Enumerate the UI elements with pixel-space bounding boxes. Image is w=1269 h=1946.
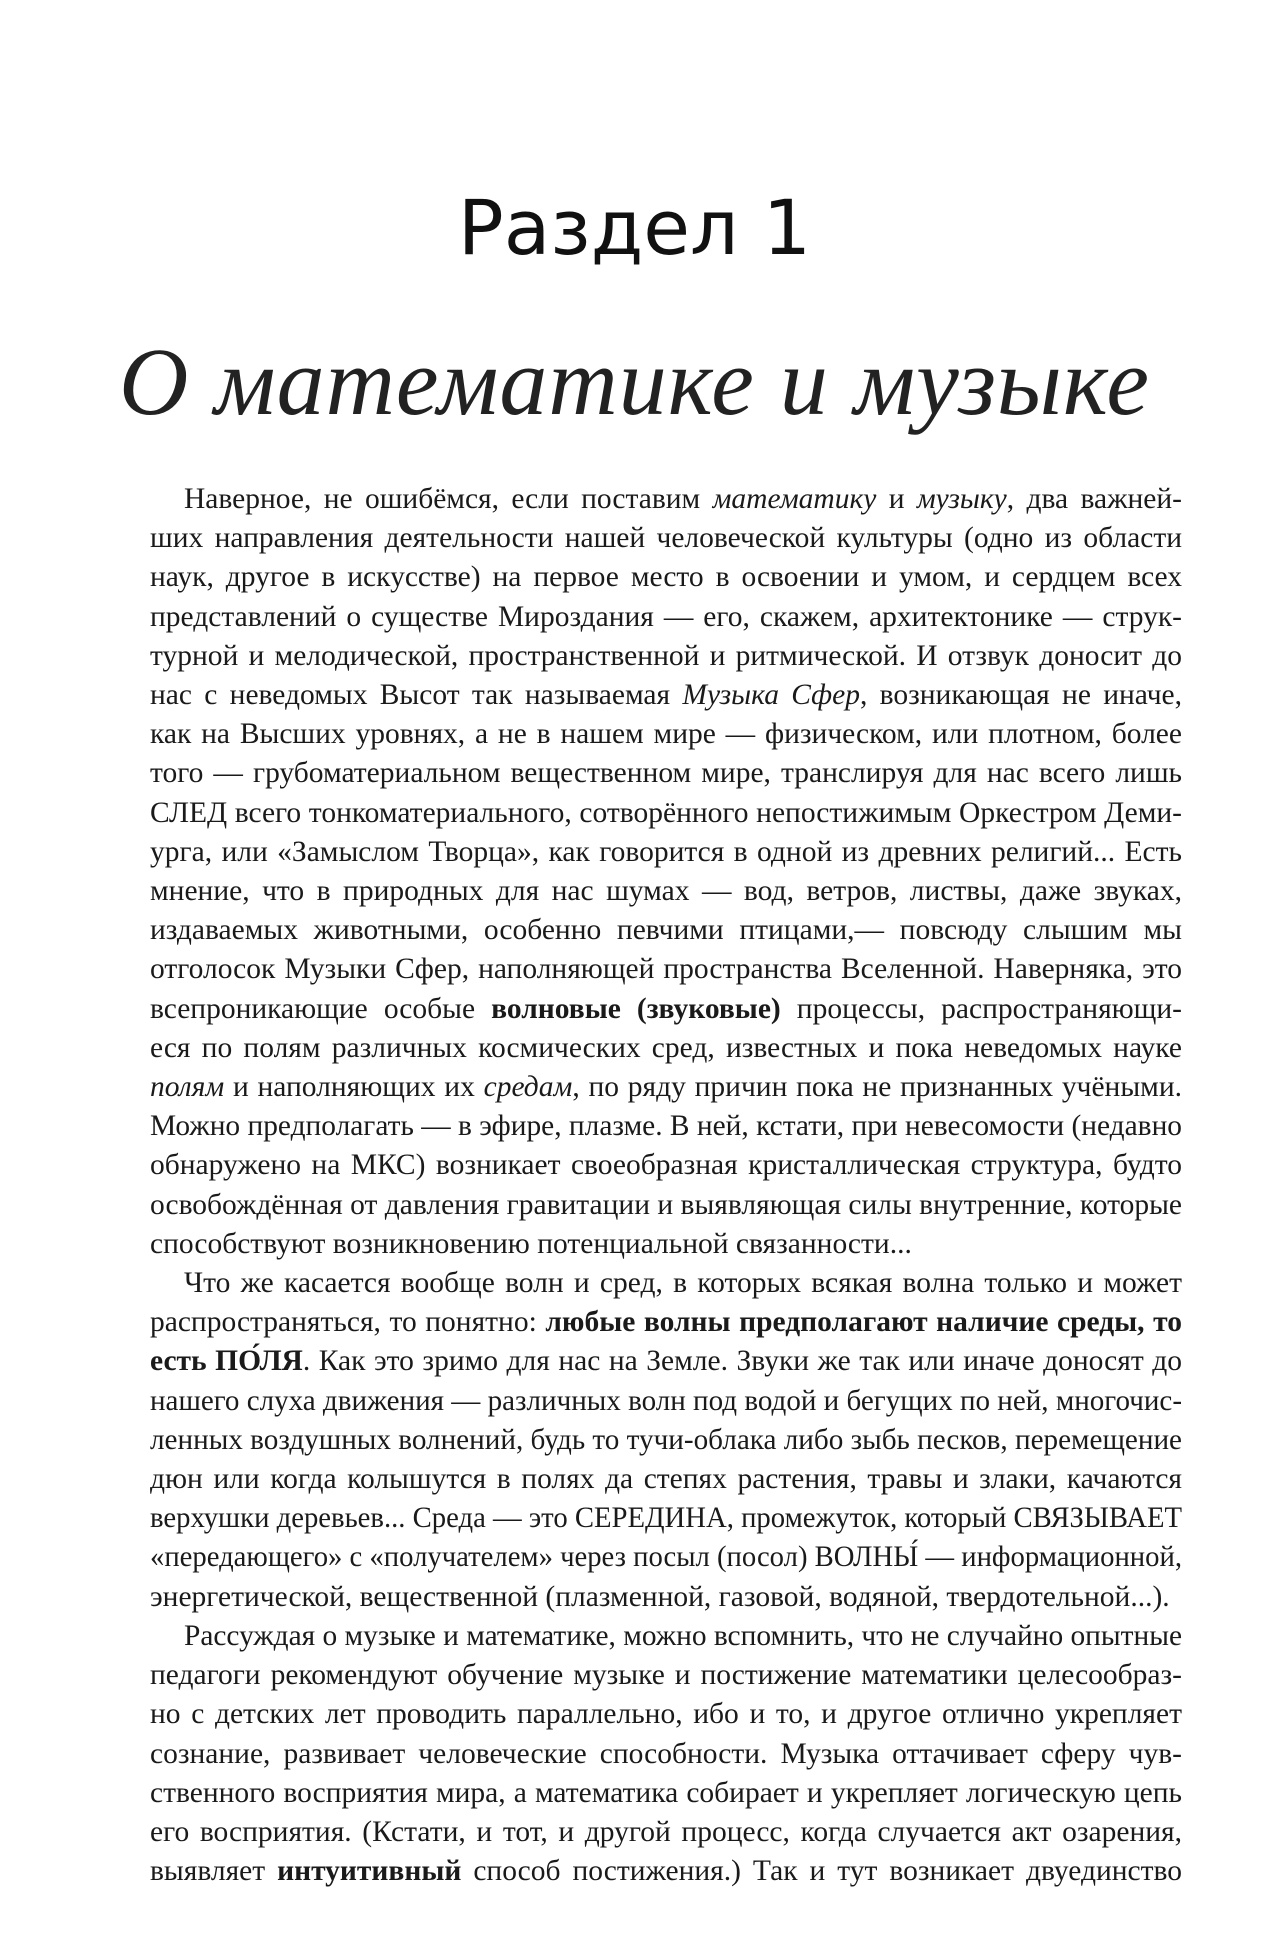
text-run: и xyxy=(876,483,917,515)
text-run: «передающего» с «получателем» через посыл (посол) ВОЛНЫ́ — информационной, xyxy=(150,1541,1182,1574)
text-line-content xyxy=(150,1852,1182,1891)
text-line-content xyxy=(150,519,1182,558)
text-line-content xyxy=(150,1225,912,1264)
text-line-content xyxy=(150,676,1182,715)
text-run: урга, или «Замыслом Творца», как говорится в одной из древних религий... Есть xyxy=(150,835,1182,868)
text-run: как на Высших уровнях, а не в нашем мире — физическом, или плотном, более xyxy=(150,718,1182,751)
italic-text: полям xyxy=(150,1071,225,1104)
text-run: , возникающая не иначе, xyxy=(859,679,1183,712)
text-line xyxy=(150,676,1182,715)
bold-text: любые волны предполагают наличие среды, то xyxy=(545,1306,1182,1339)
text-run: и наполняющих их xyxy=(224,1071,484,1104)
text-line xyxy=(150,1303,1182,1342)
text-line-content xyxy=(150,1068,1182,1107)
text-line-content xyxy=(150,794,1182,833)
text-run: освобождённая от давления гравитации и выявляющая силы внутренние, которые xyxy=(150,1188,1182,1221)
text-run: нашего слуха движения — различных волн под водой и бегущих по ней, многочис- xyxy=(150,1384,1182,1417)
text-line-content xyxy=(184,1264,1182,1303)
bold-text: волновые (звуковые) xyxy=(491,992,781,1025)
text-run: нас с неведомых Высот так называемая xyxy=(150,679,683,712)
text-line-content xyxy=(150,1813,1182,1852)
text-line xyxy=(150,637,1182,676)
text-line-content xyxy=(150,1029,1182,1068)
text-line-content xyxy=(150,1342,1182,1381)
text-run: наук, другое в искусстве) на первое место в освоении и умом, и сердцем всех xyxy=(150,561,1182,594)
paragraph xyxy=(150,1264,1182,1617)
text-line xyxy=(150,1656,1182,1695)
text-line xyxy=(150,558,1182,597)
text-run: , два важней- xyxy=(1006,483,1182,515)
text-run: но с детских лет проводить параллельно, ибо и то, и другое отлично укрепляет xyxy=(150,1698,1182,1731)
text-line-content xyxy=(184,1617,1182,1656)
text-line xyxy=(150,950,1182,989)
italic-text: математику xyxy=(712,483,877,515)
bold-text: интуитивный xyxy=(277,1855,462,1888)
text-line xyxy=(150,1774,1182,1813)
body-text xyxy=(150,480,1182,1891)
text-line xyxy=(150,794,1182,833)
text-line xyxy=(150,833,1182,872)
text-run: ственного восприятия мира, а математика собирает и укрепляет логическую цепь xyxy=(150,1776,1182,1809)
text-line-content xyxy=(150,1538,1182,1577)
text-line xyxy=(150,1382,1182,1421)
text-line xyxy=(150,519,1182,558)
text-line-content xyxy=(150,1695,1182,1734)
text-line-content xyxy=(150,715,1182,754)
text-run: выявляет xyxy=(150,1855,278,1888)
section-title: Раздел 1 xyxy=(457,183,812,272)
text-line xyxy=(150,1264,1182,1303)
text-run: ленных воздушных волнений, будь то тучи-облака либо зыбь песков, перемещение xyxy=(150,1423,1182,1456)
text-line-content xyxy=(150,1774,1182,1813)
italic-text: музыку xyxy=(916,483,1007,515)
text-line xyxy=(150,1421,1182,1460)
text-line-content xyxy=(150,1146,1182,1185)
text-line xyxy=(150,1029,1182,1068)
italic-text: средам xyxy=(483,1071,573,1104)
text-line xyxy=(150,911,1182,950)
text-line-content xyxy=(150,1107,1182,1146)
text-run: представлений о существе Мироздания — его, скажем, архитектонике — струк- xyxy=(150,600,1182,633)
section-subtitle: О математике и музыке xyxy=(118,328,1151,435)
text-line xyxy=(150,1225,1182,1264)
text-run: способ постижения.) Так и тут возникает двуединство xyxy=(461,1855,1182,1888)
paragraph xyxy=(150,1617,1182,1891)
text-line xyxy=(150,1186,1182,1225)
text-line-content xyxy=(184,480,1182,519)
text-line xyxy=(150,1460,1182,1499)
text-line-content xyxy=(150,558,1182,597)
text-run: еся по полям различных космических сред, известных и пока неведомых науке xyxy=(150,1031,1182,1064)
text-line xyxy=(150,715,1182,754)
text-line-content xyxy=(150,598,1182,637)
text-run: мнение, что в природных для нас шумах — вод, ветров, листвы, даже звуках, xyxy=(150,875,1182,908)
text-run: Что же касается вообще волн и сред, в которых всякая волна только и может xyxy=(184,1267,1182,1300)
italic-text: Музыка Сфер xyxy=(682,679,860,712)
text-run: сознание, развивает человеческие способности. Музыка оттачивает сферу чув- xyxy=(150,1737,1182,1770)
text-run: , по ряду причин пока не признанных учёными. xyxy=(572,1071,1182,1104)
text-line xyxy=(150,598,1182,637)
text-line-content xyxy=(150,1735,1182,1774)
text-run: обнаружено на МКС) возникает своеобразная кристаллическая структура, будто xyxy=(150,1149,1182,1182)
bold-text: есть ПО́ЛЯ xyxy=(150,1345,303,1378)
text-line xyxy=(150,1068,1182,1107)
text-run: энергетической, вещественной (плазменной, газовой, водяной, твердотельной...). xyxy=(150,1580,1170,1613)
text-line-content xyxy=(150,637,1182,676)
text-run: процессы, распространяющи- xyxy=(780,992,1182,1025)
text-run: турной и мелодической, пространственной и ритмической. И отзвук доносит до xyxy=(150,639,1182,672)
text-line xyxy=(150,1538,1182,1577)
text-run: издаваемых животными, особенно певчими птицами,— повсюду слышим мы xyxy=(150,914,1182,947)
text-line xyxy=(150,1695,1182,1734)
text-line-content xyxy=(150,1460,1182,1499)
text-line xyxy=(150,1852,1182,1891)
paragraph xyxy=(150,480,1182,1264)
text-run: его восприятия. (Кстати, и тот, и другой процесс, когда случается акт озарения, xyxy=(150,1815,1182,1848)
text-run: способствуют возникновению потенциальной связанности... xyxy=(150,1227,912,1260)
text-run: дюн или когда колышутся в полях да степях растения, травы и злаки, качаются xyxy=(150,1463,1182,1496)
text-run: СЛЕД всего тонкоматериального, сотворённого непостижимым Оркестром Деми- xyxy=(150,796,1182,829)
text-line-content xyxy=(150,872,1182,911)
text-line-content xyxy=(150,990,1182,1029)
text-line xyxy=(150,1146,1182,1185)
text-line-content xyxy=(150,754,1182,793)
text-line xyxy=(150,1578,1182,1617)
text-run: Наверное, не ошибёмся, если поставим xyxy=(184,483,713,515)
text-line xyxy=(150,990,1182,1029)
text-line-content xyxy=(150,1656,1182,1695)
text-run: . Как это зримо для нас на Земле. Звуки же так или иначе доносят до xyxy=(302,1345,1182,1378)
text-run: Можно предполагать — в эфире, плазме. В ней, кстати, при невесомости (недавно xyxy=(150,1110,1182,1143)
text-line-content xyxy=(150,1303,1182,1342)
text-run: ших направления деятельности нашей человеческой культуры (одно из области xyxy=(150,522,1182,555)
text-run: отголосок Музыки Сфер, наполняющей пространства Вселенной. Наверняка, это xyxy=(150,953,1182,986)
text-line-content xyxy=(150,950,1182,989)
text-line-content xyxy=(150,1578,1170,1617)
text-line xyxy=(150,754,1182,793)
text-line xyxy=(150,1735,1182,1774)
text-run: того — грубоматериальном вещественном мире, транслируя для нас всего лишь xyxy=(150,757,1182,790)
text-run: всепроникающие особые xyxy=(150,992,492,1025)
text-line xyxy=(150,1813,1182,1852)
text-line xyxy=(150,1499,1182,1538)
text-line xyxy=(150,480,1182,519)
text-run: педагоги рекомендуют обучение музыке и постижение математики целесообраз- xyxy=(150,1659,1182,1692)
text-line xyxy=(150,1342,1182,1381)
text-line xyxy=(150,1107,1182,1146)
text-line xyxy=(150,1617,1182,1656)
text-line xyxy=(150,872,1182,911)
text-line-content xyxy=(150,911,1182,950)
text-line-content xyxy=(150,1382,1182,1421)
text-line-content xyxy=(150,1186,1182,1225)
text-run: Рассуждая о музыке и математике, можно вспомнить, что не случайно опытные xyxy=(184,1619,1182,1652)
text-line-content xyxy=(150,1499,1182,1538)
text-run: распространяться, то понятно: xyxy=(150,1306,546,1339)
text-run: верхушки деревьев... Среда — это СЕРЕДИНА, промежуток, который СВЯЗЫВАЕТ xyxy=(150,1502,1182,1535)
text-line-content xyxy=(150,1421,1182,1460)
text-line-content xyxy=(150,833,1182,872)
